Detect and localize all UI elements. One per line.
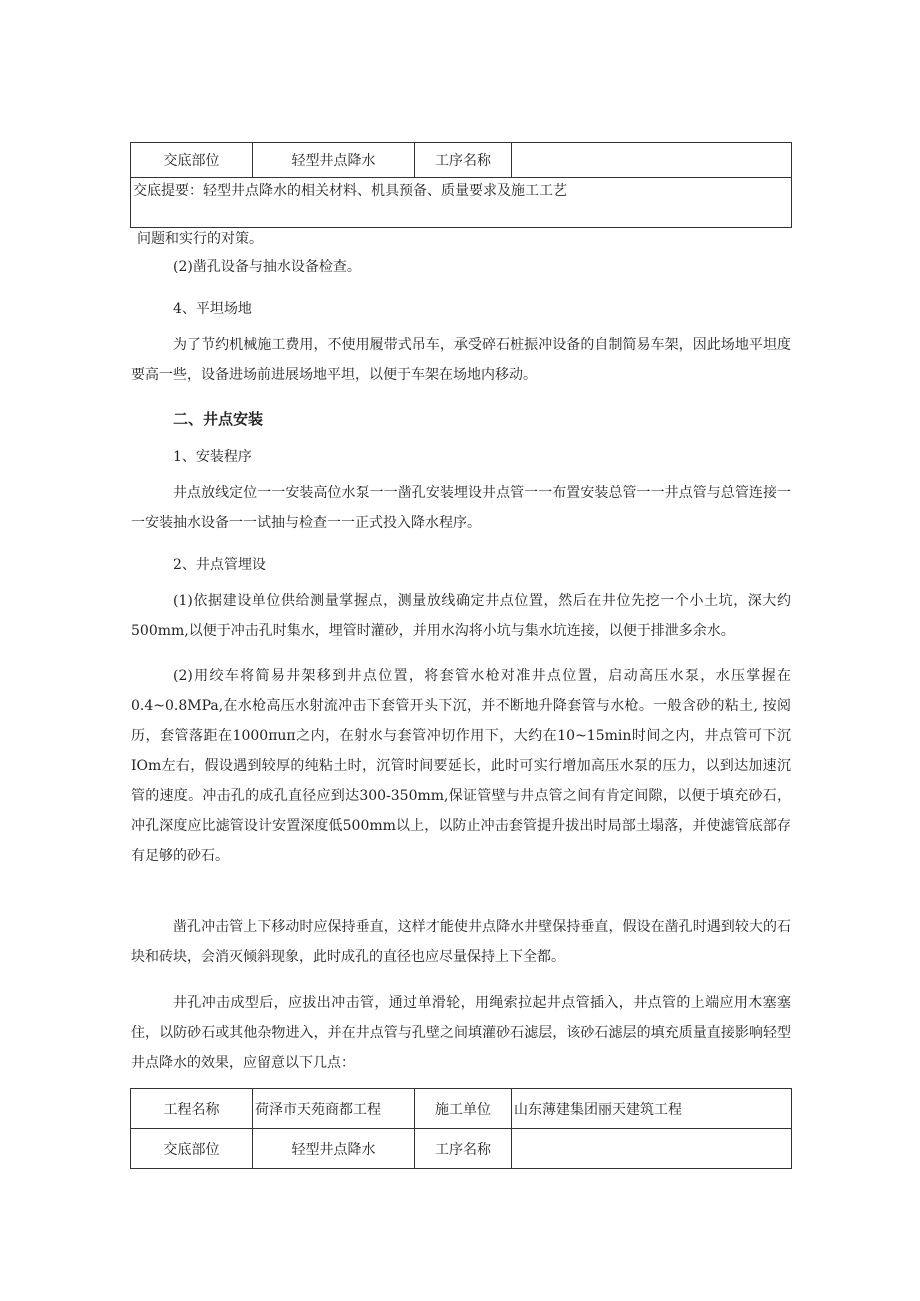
process-value-2 xyxy=(512,1129,792,1169)
project-value: 荷泽市天苑商都工程 xyxy=(253,1089,415,1129)
para-9: 井孔冲击成型后，应拔出冲击管，通过单滑轮，用绳索拉起井点管插入，井点管的上端应用木塞塞住，以防砂石或其他杂物进入，并在井点管与孔壁之间填灌砂石滤层，该砂石滤层的填充质量直接影响轻型井点降水的效果，应留意以下几点： xyxy=(131,995,791,1071)
part-label: 交底部位 xyxy=(131,143,253,178)
process-label-2: 工序名称 xyxy=(415,1129,512,1169)
para-1: 问题和实行的对策。 xyxy=(137,231,263,247)
part-value-2: 轻型井点降水 xyxy=(253,1129,415,1169)
para-4: 为了节约机械施工费用，不使用履带式吊车，承受碎石桩振冲设备的自制简易车架，因此场地平坦度要高一些，设备进场前进展场地平坦，以便于车架在场地内移动。 xyxy=(131,337,791,383)
header-table-top xyxy=(130,142,792,228)
process-value xyxy=(512,143,792,178)
para-8: 凿孔冲击管上下移动时应保持垂直，这样才能使井点降水井壁保持垂直，假设在凿孔时遇到较大的石块和砖块，会消灭倾斜现象，此时成孔的直径也应尽量保持上下全都。 xyxy=(131,919,791,965)
para-5: 井点放线定位一一安装高位水泵一一凿孔安装埋设井点管一一布置安装总管一一井点管与总管连接一一安装抽水设备一一试抽与检查一一正式投入降水程序。 xyxy=(131,485,791,531)
para-6: (1)依据建设单位供给测量掌握点，测量放线确定井点位置，然后在井位先挖一个小土坑，深大约500mm,以便于冲击孔时集水，埋管时灌砂，并用水沟将小坑与集水坑连接，以便于排泄多余水。 xyxy=(131,593,791,639)
unit-value: 山东薄建集团丽天建筑工程 xyxy=(512,1089,792,1129)
summary-cell: 交底提要：轻型井点降水的相关材料、机具预备、质量要求及施工工艺 xyxy=(131,178,792,228)
header-table-bottom xyxy=(130,1088,792,1169)
para-2: (2)凿孔设备与抽水设备检查。 xyxy=(173,259,361,275)
unit-label: 施工单位 xyxy=(415,1089,512,1129)
subheading-2: 2、井点管埋设 xyxy=(173,557,266,573)
section-heading: 二、井点安装 xyxy=(173,410,264,428)
para-7: (2)用绞车将简易井架移到井点位置，将套管水枪对准井点位置，启动高压水泵，水压掌握在0.4~0.8MPa,在水枪高压水射流冲击下套管开头下沉，并不断地升降套管与水枪。一般含砂的粘土, 按阅历，套管落距在1000πuπ之内，在射水与套管冲切作用下，大约在10~15min时间之内，井点管可下沉IOm左右，假设遇到较厚的纯粘土时，沉管时间要延长，此时可实行增加高压水泵的压力，以到达加速沉管的速度。冲击孔的成孔直径应到达300-350mm,保证管壁与井点管之间有肯定间隙，以便于填充砂石，冲孔深度应比滤管设计安置深度低500mm以上，以防止冲击套管提升拔出时局部土塌落，并使滤管底部存有足够的砂石。 xyxy=(131,668,791,864)
part-value: 轻型井点降水 xyxy=(253,143,415,178)
part-label-2: 交底部位 xyxy=(131,1129,253,1169)
para-3: 4、平坦场地 xyxy=(173,301,252,317)
subheading-1: 1、安装程序 xyxy=(173,449,252,465)
project-label: 工程名称 xyxy=(131,1089,253,1129)
process-label: 工序名称 xyxy=(415,143,512,178)
